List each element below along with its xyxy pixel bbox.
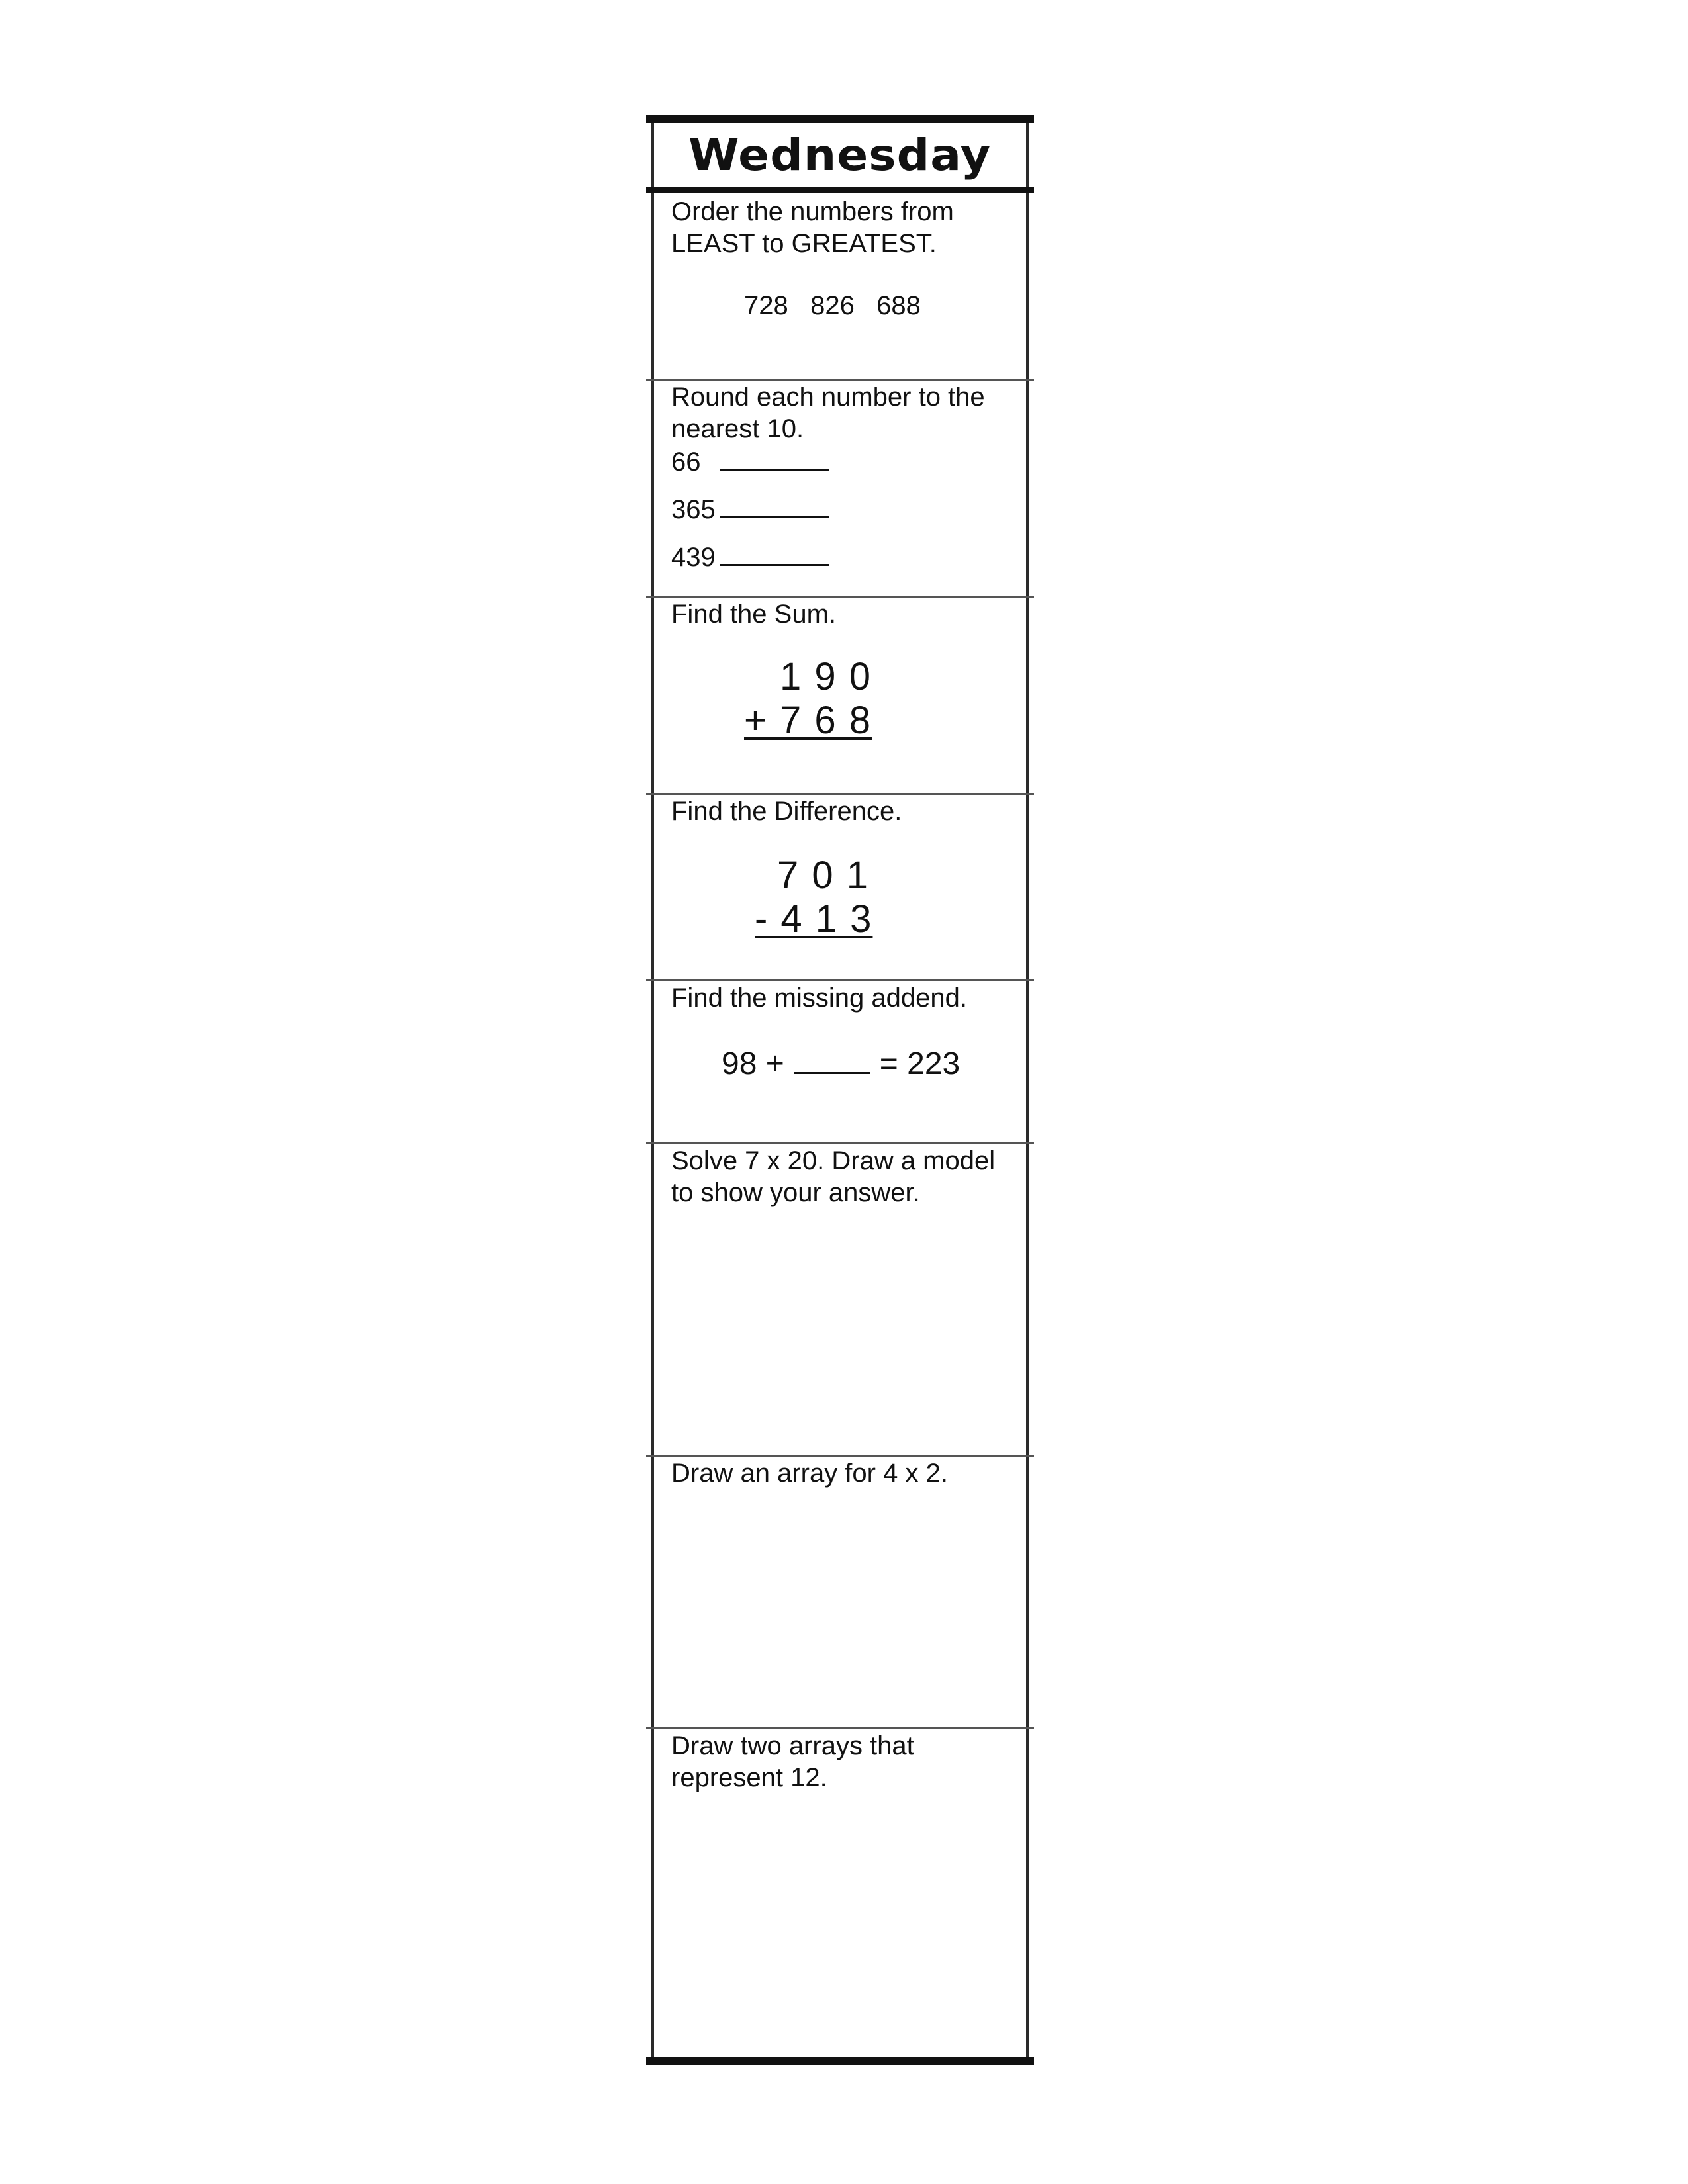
right-border (1026, 123, 1029, 2057)
sum-bottom-number: + 7 6 8 (744, 699, 872, 742)
question-7-prompt: Draw an array for 4 x 2. (671, 1459, 948, 1488)
difference-top-number: 7 0 1 (777, 854, 869, 897)
question-4-prompt: Find the Difference. (671, 797, 902, 826)
bottom-border-bar (646, 2057, 1034, 2065)
answer-blank[interactable] (720, 492, 829, 518)
missing-addend-equation (722, 1046, 960, 1083)
answer-blank[interactable] (720, 540, 829, 566)
section-divider (646, 1727, 1034, 1729)
worksheet-column (646, 115, 1034, 2065)
section-divider (646, 979, 1034, 981)
round-item-1-number: 66 (671, 447, 701, 477)
section-divider (646, 1142, 1034, 1144)
equation-left: 98 + (722, 1046, 784, 1081)
round-item-2 (671, 492, 829, 525)
question-3-prompt: Find the Sum. (671, 600, 837, 629)
equation-right: = 223 (879, 1046, 961, 1081)
answer-blank[interactable] (720, 445, 829, 471)
header-divider-bar (646, 187, 1034, 193)
question-2-prompt: Round each number to the nearest 10. (671, 383, 985, 443)
question-6-prompt: Solve 7 x 20. Draw a model to show your answer. (671, 1146, 996, 1207)
question-8-prompt: Draw two arrays that represent 12. (671, 1731, 914, 1792)
question-5-prompt: Find the missing addend. (671, 983, 967, 1013)
difference-bottom-number: - 4 1 3 (755, 897, 873, 940)
left-border (651, 123, 654, 2057)
section-divider (646, 793, 1034, 795)
missing-addend-blank[interactable] (794, 1046, 870, 1074)
section-divider (646, 1455, 1034, 1457)
question-1-numbers: 728 826 688 (744, 291, 921, 320)
top-border-bar (646, 115, 1034, 123)
round-item-3 (671, 540, 829, 573)
round-item-1 (671, 445, 829, 478)
sum-top-number: 1 9 0 (780, 655, 872, 698)
day-title: Wednesday (688, 129, 992, 181)
section-divider (646, 379, 1034, 381)
day-header (654, 123, 1026, 187)
section-divider (646, 596, 1034, 598)
round-item-3-number: 439 (671, 543, 716, 572)
question-1-prompt: Order the numbers from LEAST to GREATEST. (671, 197, 954, 258)
round-item-2-number: 365 (671, 495, 716, 524)
